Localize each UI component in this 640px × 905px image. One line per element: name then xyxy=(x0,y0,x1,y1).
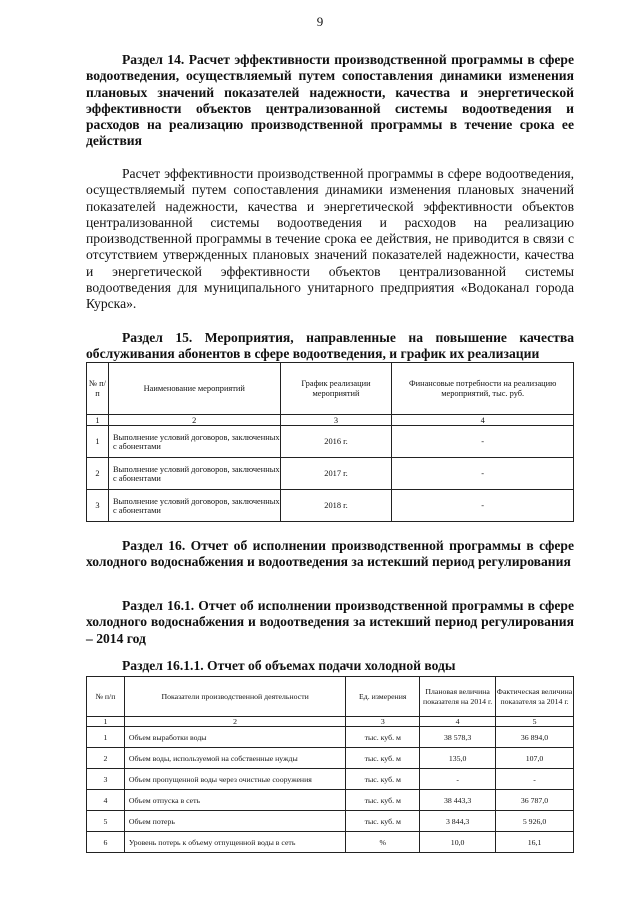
measure-cost: - xyxy=(392,426,574,458)
table-row xyxy=(87,769,574,790)
header-indicator: Показатели производственной деятельности xyxy=(124,677,345,717)
indicator-unit: тыс. куб. м xyxy=(346,811,420,832)
measure-year: 2018 г. xyxy=(280,490,392,522)
table-row xyxy=(87,458,574,490)
header-measure-name: Наименование мероприятий xyxy=(108,363,280,415)
measure-year: 2016 г. xyxy=(280,426,392,458)
measure-name: Выполнение условий договоров, заключенных с абонентами xyxy=(108,426,280,458)
table-row xyxy=(87,790,574,811)
row-number: 1 xyxy=(87,426,109,458)
row-number: 6 xyxy=(87,832,125,853)
indicator-unit: % xyxy=(346,832,420,853)
plan-value: 3 844,3 xyxy=(420,811,496,832)
section-16-1-heading: Раздел 16.1. Отчет об исполнении производственной программы в сфере холодного водоснабжения и водоотведения за истекший период регулирования – 2014 год xyxy=(86,598,574,646)
indicator-name: Объем отпуска в сеть xyxy=(124,790,345,811)
indicator-unit: тыс. куб. м xyxy=(346,727,420,748)
header-fact: Фактическая величина показателя за 2014 г. xyxy=(496,677,574,717)
row-number: 4 xyxy=(87,790,125,811)
indicator-unit: тыс. куб. м xyxy=(346,790,420,811)
col-number: 3 xyxy=(280,415,392,426)
table-row xyxy=(87,490,574,522)
col-number: 4 xyxy=(420,717,496,727)
plan-value: 10,0 xyxy=(420,832,496,853)
row-number: 3 xyxy=(87,769,125,790)
fact-value: 36 894,0 xyxy=(496,727,574,748)
indicator-name: Уровень потерь к объему отпущенной воды в сеть xyxy=(124,832,345,853)
col-number: 4 xyxy=(392,415,574,426)
header-plan: Плановая величина показателя на 2014 г. xyxy=(420,677,496,717)
plan-value: 38 443,3 xyxy=(420,790,496,811)
plan-value: - xyxy=(420,769,496,790)
header-number: № п/п xyxy=(87,363,109,415)
row-number: 2 xyxy=(87,458,109,490)
section-14-heading: Раздел 14. Расчет эффективности производственной программы в сфере водоотведения, осуществляемый путем сопоставления динамики изменения плановых значений показателей надежности, качества и энергетической эффективности объектов централизованной системы водоотведения и расходов на реализацию производственной программы в течение срока ее действия xyxy=(86,52,574,149)
row-number: 3 xyxy=(87,490,109,522)
water-supply-report-table xyxy=(86,676,574,853)
col-number: 3 xyxy=(346,717,420,727)
table-row xyxy=(87,426,574,458)
fact-value: - xyxy=(496,769,574,790)
fact-value: 5 926,0 xyxy=(496,811,574,832)
measure-name: Выполнение условий договоров, заключенных с абонентами xyxy=(108,490,280,522)
section-15-heading: Раздел 15. Мероприятия, направленные на повышение качества обслуживания абонентов в сфере водоотведения, и график их реализации xyxy=(86,330,574,362)
table-row xyxy=(87,811,574,832)
col-number: 2 xyxy=(108,415,280,426)
row-number: 5 xyxy=(87,811,125,832)
plan-value: 135,0 xyxy=(420,748,496,769)
header-financial-needs: Финансовые потребности на реализацию мероприятий, тыс. руб. xyxy=(392,363,574,415)
measure-cost: - xyxy=(392,490,574,522)
indicator-name: Объем потерь xyxy=(124,811,345,832)
section-16-1-1-heading: Раздел 16.1.1. Отчет об объемах подачи холодной воды xyxy=(122,658,456,673)
column-number-row xyxy=(87,415,574,426)
header-schedule: График реализации мероприятий xyxy=(280,363,392,415)
column-number-row xyxy=(87,717,574,727)
table-row xyxy=(87,832,574,853)
col-number: 1 xyxy=(87,415,109,426)
fact-value: 16,1 xyxy=(496,832,574,853)
header-unit: Ед. измерения xyxy=(346,677,420,717)
indicator-name: Объем выработки воды xyxy=(124,727,345,748)
measure-year: 2017 г. xyxy=(280,458,392,490)
measure-cost: - xyxy=(392,458,574,490)
section-16-heading: Раздел 16. Отчет об исполнении производственной программы в сфере холодного водоснабжения и водоотведения за истекший период регулирования xyxy=(86,538,574,570)
table-row xyxy=(87,727,574,748)
fact-value: 107,0 xyxy=(496,748,574,769)
row-number: 1 xyxy=(87,727,125,748)
section-14-body: Расчет эффективности производственной программы в сфере водоотведения, осуществляемый путем сопоставления динамики изменения плановых значений показателей надежности, качества и энергетической эффективности объектов централизованной системы водоотведения и расходов на реализацию производственной программы в течение срока ее действия, не приводится в связи с отсутствием утвержденных плановых значений показателей надежности, качества и энергетической эффективности объектов централизованной системы водоотведения для муниципального унитарного предприятия «Водоканал города Курска». xyxy=(86,166,574,312)
col-number: 2 xyxy=(124,717,345,727)
measures-table xyxy=(86,362,574,522)
page-number: 9 xyxy=(316,14,324,29)
col-number: 1 xyxy=(87,717,125,727)
col-number: 5 xyxy=(496,717,574,727)
table-header-row xyxy=(87,677,574,717)
indicator-name: Объем пропущенной воды через очистные сооружения xyxy=(124,769,345,790)
measure-name: Выполнение условий договоров, заключенных с абонентами xyxy=(108,458,280,490)
row-number: 2 xyxy=(87,748,125,769)
indicator-name: Объем воды, используемой на собственные нужды xyxy=(124,748,345,769)
indicator-unit: тыс. куб. м xyxy=(346,769,420,790)
table-header-row xyxy=(87,363,574,415)
indicator-unit: тыс. куб. м xyxy=(346,748,420,769)
fact-value: 36 787,0 xyxy=(496,790,574,811)
table-row xyxy=(87,748,574,769)
header-number: № п/п xyxy=(87,677,125,717)
plan-value: 38 578,3 xyxy=(420,727,496,748)
